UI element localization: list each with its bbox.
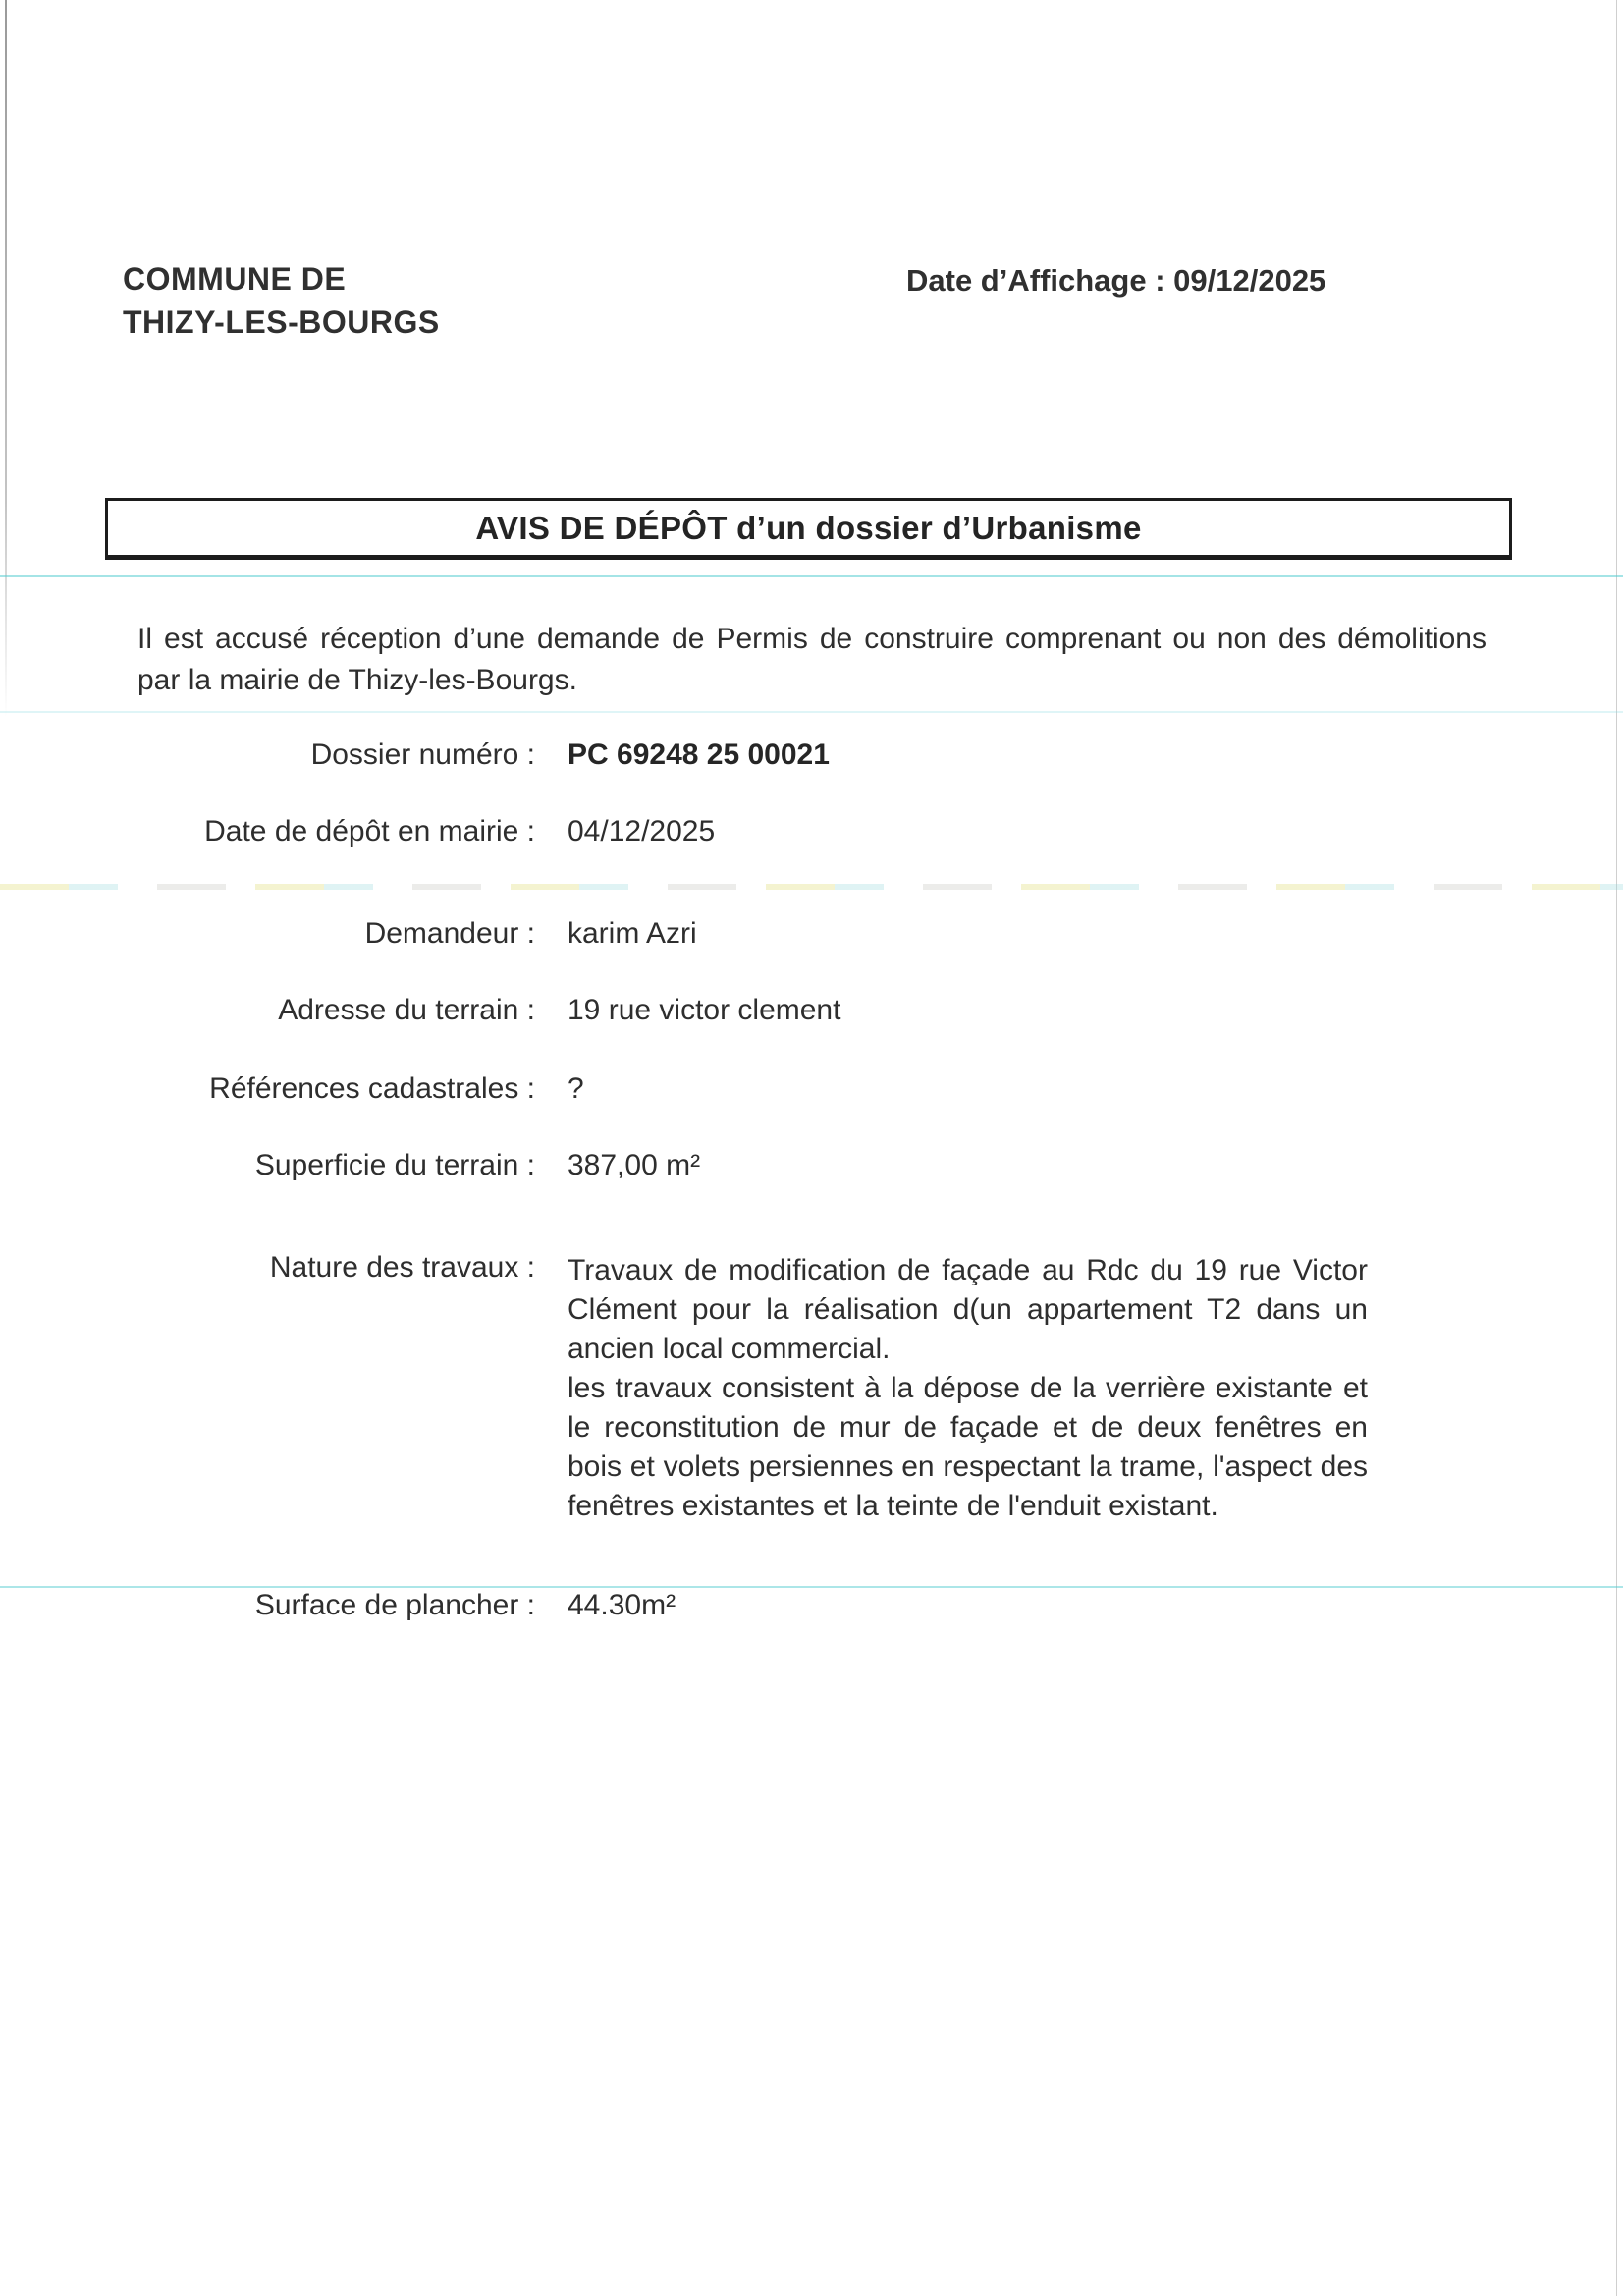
field-label: Superficie du terrain :	[254, 1149, 535, 1181]
page-title: AVIS DE DÉPÔT d’un dossier d’Urbanisme	[475, 509, 1142, 546]
field-value-nature-travaux	[568, 1251, 1368, 1526]
field-value: 387,00 m²	[568, 1149, 701, 1181]
field-label: Adresse du terrain :	[278, 994, 535, 1026]
field-value: 04/12/2025	[568, 815, 716, 847]
field-label: Nature des travaux :	[269, 1251, 535, 1284]
field-label: Références cadastrales :	[209, 1072, 535, 1105]
date-affichage: Date d’Affichage : 09/12/2025	[906, 263, 1326, 298]
field-value: karim Azri	[568, 917, 697, 950]
field-value: 19 rue victor clement	[568, 994, 841, 1026]
field-label: Surface de plancher :	[254, 1589, 535, 1621]
scan-edge-right	[1616, 0, 1617, 2296]
commune-name-line1: COMMUNE DE	[123, 261, 347, 297]
field-label: Dossier numéro :	[310, 738, 535, 771]
scan-edge-left	[5, 0, 7, 717]
commune-name-line2: THIZY-LES-BOURGS	[123, 304, 440, 340]
field-value: ?	[568, 1072, 584, 1105]
scan-line-below-title	[0, 575, 1623, 577]
intro-paragraph: Il est accusé réception d’une demande de Permis de construire comprenant ou non des démolitions par la mairie de Thizy-les-Bourgs.	[137, 623, 1487, 696]
field-value: PC 69248 25 00021	[568, 738, 830, 771]
field-label: Date de dépôt en mairie :	[204, 815, 535, 847]
nature-paragraph-2: les travaux consistent à la dépose de la verrière existante et le reconstitution de mur de façade et de deux fenêtres en bois et volets persiennes en respectant la trame, l'aspect des fenêtres existantes et la teinte de l'enduit existant.	[568, 1372, 1368, 1522]
title-box	[105, 498, 1512, 560]
scan-line-middle	[0, 884, 1623, 890]
commune-name	[123, 257, 440, 344]
scan-line-below-intro	[0, 711, 1623, 713]
field-label: Demandeur :	[364, 917, 535, 950]
field-value: 44.30m²	[568, 1589, 676, 1621]
scan-line-above-surface	[0, 1586, 1623, 1588]
nature-paragraph-1: Travaux de modification de façade au Rdc du 19 rue Victor Clément pour la réalisation d(un appartement T2 dans un ancien local commercial.	[568, 1254, 1368, 1365]
